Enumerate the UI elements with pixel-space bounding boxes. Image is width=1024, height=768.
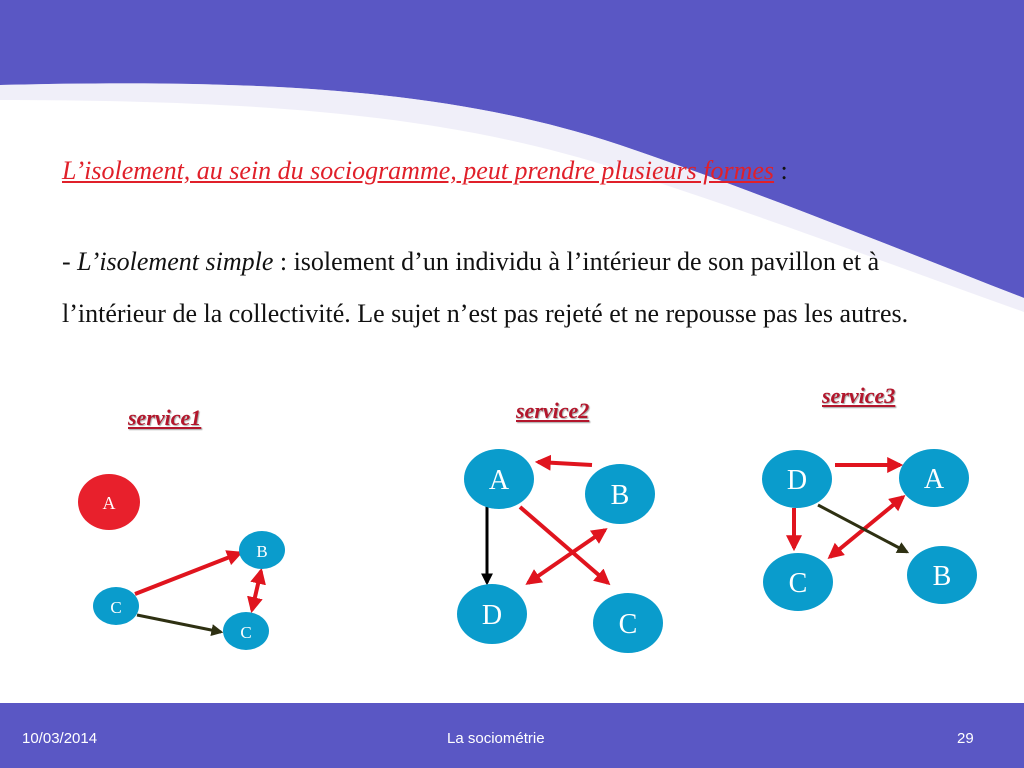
node-a-label: A (488, 465, 510, 496)
node-a-label: A (102, 493, 116, 513)
node-c-label: C (788, 568, 808, 599)
arrow-a-c-mutual (830, 497, 903, 557)
service2-title: service2 (516, 398, 590, 423)
para-dash: - (62, 247, 78, 276)
intro-colon: : (774, 156, 788, 185)
node-b-label: B (256, 542, 268, 561)
node-d-label: D (786, 465, 808, 496)
intro-heading: L’isolement, au sein du sociogramme, peut prendre plusieurs formes (62, 156, 775, 185)
arrow-d-to-b (818, 505, 907, 552)
arrow-b-d-mutual (528, 530, 605, 583)
arrow-c-to-c (137, 615, 221, 632)
node-b-label: B (610, 480, 630, 511)
footer-title: La sociométrie (447, 730, 545, 747)
arrow-b-to-a (538, 462, 592, 465)
footer-date: 10/03/2014 (22, 730, 98, 747)
service3-title: service3 (822, 383, 896, 408)
node-d-label: D (481, 600, 503, 631)
service2-diagram (457, 449, 663, 653)
para-definition: : isolement d’un individu à l’intérieur de son pavillon et à l’intérieur de la collectivité. Le sujet n’est pas rejeté et ne repousse pas les autres. (62, 247, 909, 328)
service1-title: service1 (128, 405, 202, 430)
arrow-c-to-b (135, 553, 240, 594)
arrow-b-c-mutual (252, 571, 261, 610)
node-c-label: C (618, 609, 638, 640)
node-b-label: B (932, 561, 952, 592)
footer-bar (0, 703, 1024, 768)
arrow-a-to-c (520, 507, 608, 583)
service3-diagram (762, 449, 977, 611)
service1-diagram (78, 474, 285, 650)
node-c-right-label: C (240, 623, 252, 642)
footer-page-number: 29 (957, 730, 974, 747)
para-term: L’isolement simple (77, 247, 274, 276)
node-c-left-label: C (110, 598, 122, 617)
node-a-label: A (923, 464, 945, 495)
